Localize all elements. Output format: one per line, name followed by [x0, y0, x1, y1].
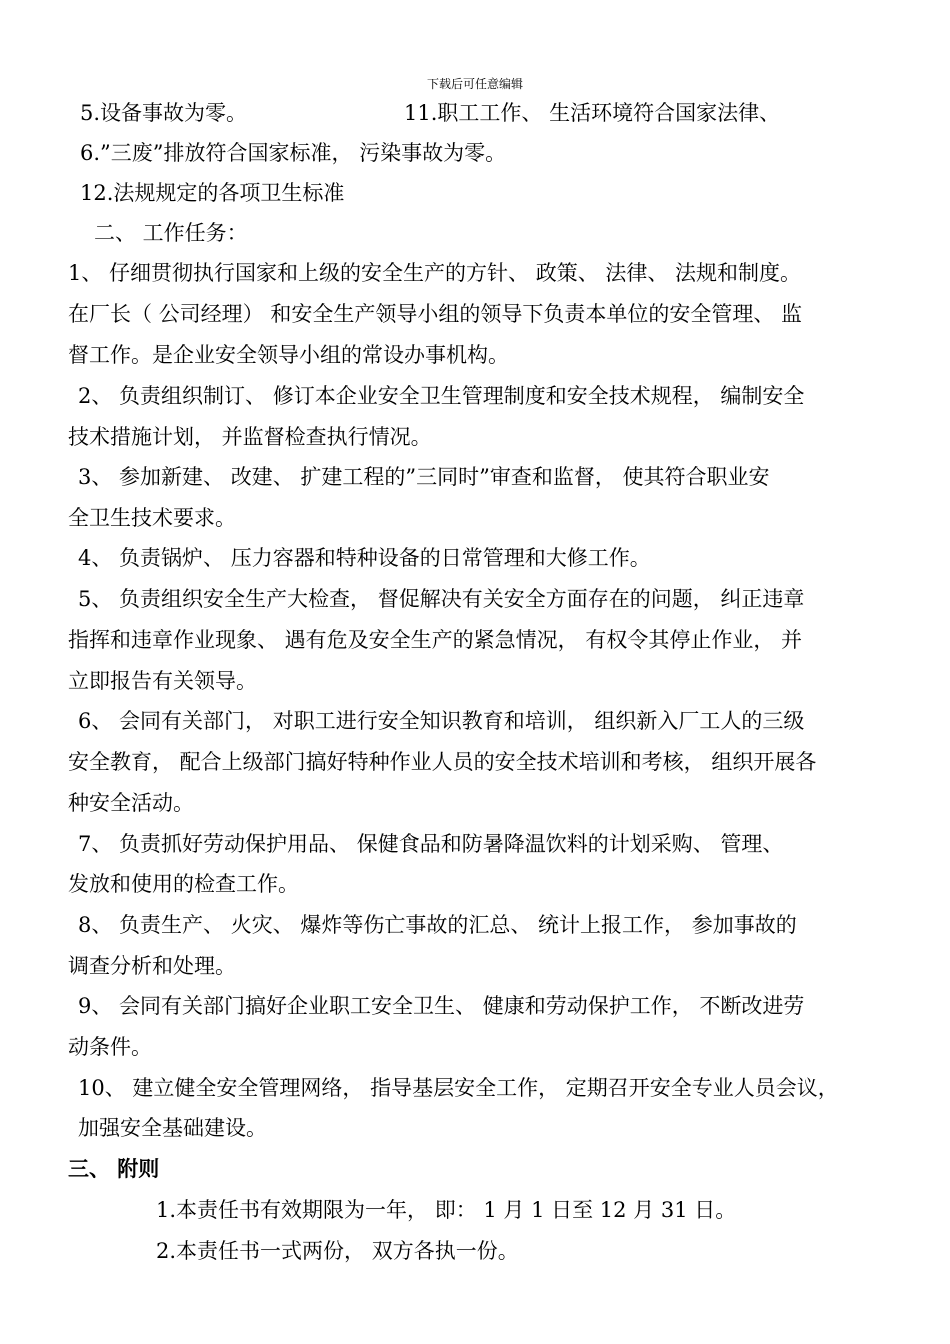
text-line: 安全教育， 配合上级部门搞好特种作业人员的安全技术培训和考核， 组织开展各	[68, 750, 817, 774]
text-line: 全卫生技术要求。	[68, 506, 236, 530]
text-line: 11.职工工作、 生活环境符合国家法律、	[404, 101, 781, 125]
text-line: 6、 会同有关部门， 对职工进行安全知识教育和培训， 组织新入厂工人的三级	[78, 709, 805, 733]
text-line: 动条件。	[68, 1035, 152, 1059]
text-line: 指挥和违章作业现象、 遇有危及安全生产的紧急情况， 有权令其停止作业， 并	[68, 628, 803, 652]
section-heading: 二、 工作任务：	[94, 221, 248, 245]
text-line: 种安全活动。	[68, 791, 194, 815]
text-line: 10、 建立健全安全管理网络， 指导基层安全工作， 定期召开安全专业人员会议，	[78, 1076, 839, 1100]
page-header: 下载后可任意编辑	[426, 77, 523, 91]
text-line: 调查分析和处理。	[68, 954, 236, 978]
text-line: 技术措施计划， 并监督检查执行情况。	[68, 425, 432, 449]
text-line: 发放和使用的检查工作。	[68, 872, 299, 896]
text-line: 1.本责任书有效期限为一年， 即： 1 月 1 日至 12 月 31 日。	[156, 1198, 737, 1222]
text-line: 8、 负责生产、 火灾、 爆炸等伤亡事故的汇总、 统计上报工作， 参加事故的	[78, 913, 797, 937]
text-line: 6.”三废”排放符合国家标准， 污染事故为零。	[80, 141, 507, 165]
text-line: 7、 负责抓好劳动保护用品、 保健食品和防暑降温饮料的计划采购、 管理、	[78, 832, 784, 856]
text-line: 2.本责任书一式两份， 双方各执一份。	[156, 1239, 519, 1263]
text-line: 3、 参加新建、 改建、 扩建工程的”三同时”审查和监督， 使其符合职业安	[78, 465, 770, 489]
text-line: 9、 会同有关部门搞好企业职工安全卫生、 健康和劳动保护工作， 不断改进劳	[78, 994, 805, 1018]
text-line: 立即报告有关领导。	[68, 669, 257, 693]
text-line: 加强安全基础建设。	[78, 1116, 267, 1140]
text-line: 5.设备事故为零。	[80, 101, 248, 125]
text-line: 在厂长（ 公司经理） 和安全生产领导小组的领导下负责本单位的安全管理、 监	[68, 302, 803, 326]
text-line: 12.法规规定的各项卫生标准	[80, 181, 345, 205]
text-line: 5、 负责组织安全生产大检查， 督促解决有关安全方面存在的问题， 纠正违章	[78, 587, 805, 611]
text-line: 2、 负责组织制订、 修订本企业安全卫生管理制度和安全技术规程， 编制安全	[78, 384, 805, 408]
text-line: 督工作。是企业安全领导小组的常设办事机构。	[68, 343, 509, 367]
text-line: 1、 仔细贯彻执行国家和上级的安全生产的方针、 政策、 法律、 法规和制度。	[68, 261, 802, 285]
text-line: 4、 负责锅炉、 压力容器和特种设备的日常管理和大修工作。	[78, 546, 651, 570]
section-heading: 三、 附则	[68, 1156, 160, 1181]
